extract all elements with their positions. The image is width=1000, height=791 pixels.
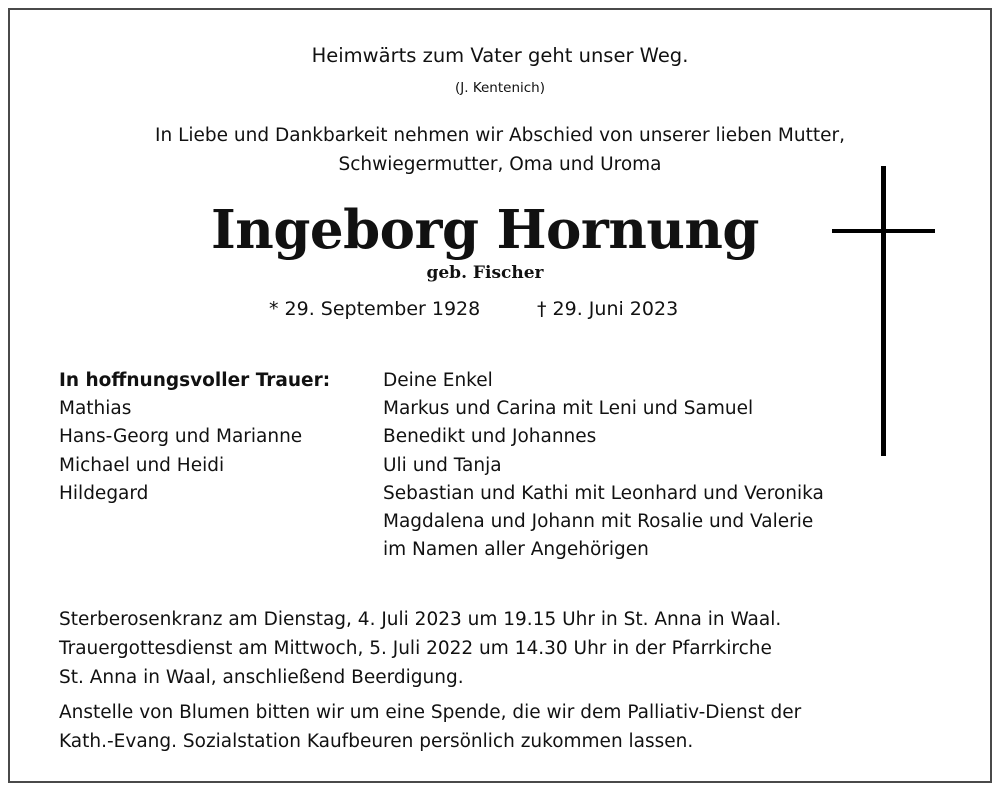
service-line: St. Anna in Waal, anschließend Beerdigung.: [59, 667, 464, 688]
donation-line: Kath.-Evang. Sozialstation Kaufbeuren persönlich zukommen lassen.: [59, 731, 694, 752]
cross-icon: [832, 166, 935, 456]
mourners-heading: In hoffnungsvoller Trauer:: [59, 370, 331, 391]
service-info: [59, 605, 781, 692]
mourner-name: Sebastian und Kathi mit Leonhard und Veronika: [383, 482, 824, 504]
motto-attribution: (J. Kentenich): [454, 80, 546, 96]
deceased-name: Ingeborg Hornung: [211, 199, 759, 261]
mourner-name: Mathias: [59, 398, 132, 420]
mourner-name: Michael und Heidi: [59, 454, 225, 476]
mourners-closing: im Namen aller Angehörigen: [383, 539, 649, 561]
mourner-name: Magdalena und Johann mit Rosalie und Valerie: [383, 511, 814, 533]
donation-info: [59, 698, 801, 756]
motto: Heimwärts zum Vater geht unser Weg.: [311, 44, 689, 67]
mourner-name: Hildegard: [59, 482, 149, 504]
service-line: Sterberosenkranz am Dienstag, 4. Juli 2023 um 19.15 Uhr in St. Anna in Waal.: [59, 609, 782, 630]
service-line: Trauergottesdienst am Mittwoch, 5. Juli 2022 um 14.30 Uhr in der Pfarrkirche: [59, 638, 772, 659]
mourner-name: Hans-Georg und Marianne: [59, 426, 303, 448]
death-date: † 29. Juni 2023: [537, 298, 679, 320]
intro-line: Schwiegermutter, Oma und Uroma: [338, 154, 662, 175]
maiden-name: geb. Fischer: [426, 263, 544, 283]
birth-date: * 29. September 1928: [269, 298, 481, 320]
mourners-right-column: [383, 367, 824, 564]
mourner-name: Benedikt und Johannes: [383, 426, 597, 448]
mourner-name: Uli und Tanja: [383, 454, 502, 476]
mourner-name: Markus und Carina mit Leni und Samuel: [383, 398, 754, 420]
mourners-left-column: [59, 367, 330, 508]
cross-vertical-bar: [881, 166, 886, 456]
cross-horizontal-bar: [832, 229, 935, 233]
donation-line: Anstelle von Blumen bitten wir um eine Spende, die wir dem Palliativ-Dienst der: [59, 702, 802, 723]
intro-line: In Liebe und Dankbarkeit nehmen wir Abschied von unserer lieben Mutter,: [155, 125, 845, 146]
grandchildren-heading: Deine Enkel: [383, 370, 493, 391]
